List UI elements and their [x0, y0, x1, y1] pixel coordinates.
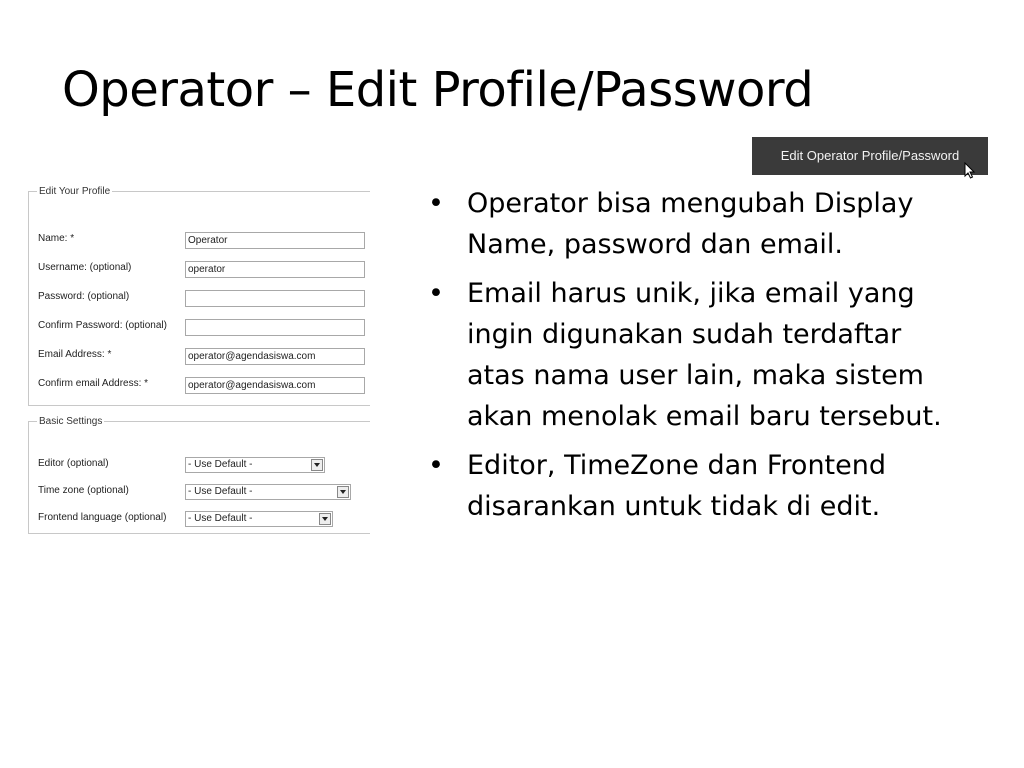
bullet-item — [426, 445, 966, 527]
email-row — [38, 348, 368, 368]
confirm-email-row — [38, 377, 368, 397]
password-label: Password: (optional) — [38, 291, 130, 302]
password-input[interactable] — [185, 290, 365, 307]
timezone-row — [38, 484, 368, 504]
bullet-item — [426, 183, 966, 265]
timezone-label: Time zone (optional) — [38, 485, 129, 496]
bullet-dot: • — [428, 278, 444, 309]
bullet-dot: • — [428, 188, 444, 219]
username-input[interactable]: operator — [185, 261, 365, 278]
confirm-password-input[interactable] — [185, 319, 365, 336]
frontend-language-label: Frontend language (optional) — [38, 512, 167, 523]
edit-profile-legend: Edit Your Profile — [39, 186, 111, 197]
editor-label: Editor (optional) — [38, 458, 109, 469]
confirm-email-label: Confirm email Address: * — [38, 378, 149, 389]
edit-profile-button-label: Edit Operator Profile/Password — [780, 148, 960, 163]
chevron-down-icon[interactable] — [337, 486, 349, 498]
edit-profile-button[interactable] — [752, 137, 988, 175]
bullet-dot: • — [428, 450, 444, 481]
basic-settings-legend: Basic Settings — [39, 416, 103, 427]
edit-profile-fieldset — [28, 186, 370, 406]
name-input[interactable]: Operator — [185, 232, 365, 249]
bullet-text: Operator bisa mengubah Display Name, password dan email. — [467, 188, 914, 260]
bullet-text: Editor, TimeZone dan Frontend disarankan untuk tidak di edit. — [467, 450, 887, 522]
confirm-password-label: Confirm Password: (optional) — [38, 320, 167, 331]
editor-select[interactable] — [185, 457, 325, 473]
basic-settings-fieldset — [28, 416, 370, 534]
frontend-language-select-value: - Use Default - — [188, 513, 253, 524]
confirm-email-input[interactable]: operator@agendasiswa.com — [185, 377, 365, 394]
timezone-select[interactable] — [185, 484, 351, 500]
username-label: Username: (optional) — [38, 262, 132, 273]
timezone-select-value: - Use Default - — [188, 486, 253, 497]
chevron-down-icon[interactable] — [319, 513, 331, 525]
chevron-down-icon[interactable] — [311, 459, 323, 471]
profile-form — [28, 186, 370, 534]
username-row — [38, 261, 368, 281]
frontend-language-select[interactable] — [185, 511, 333, 527]
confirm-password-row — [38, 319, 368, 339]
editor-select-value: - Use Default - — [188, 459, 253, 470]
name-label: Name: * — [38, 233, 75, 244]
email-label: Email Address: * — [38, 349, 112, 360]
editor-row — [38, 457, 368, 477]
bullet-item — [426, 273, 966, 437]
password-row — [38, 290, 368, 310]
bullet-text: Email harus unik, jika email yang ingin digunakan sudah terdaftar atas nama user lain, maka sistem akan menolak email baru tersebut. — [467, 278, 942, 432]
frontend-language-row — [38, 511, 368, 531]
email-input[interactable]: operator@agendasiswa.com — [185, 348, 365, 365]
bullet-list — [426, 183, 966, 535]
name-row — [38, 232, 368, 252]
slide-title: Operator – Edit Profile/Password — [62, 62, 814, 118]
